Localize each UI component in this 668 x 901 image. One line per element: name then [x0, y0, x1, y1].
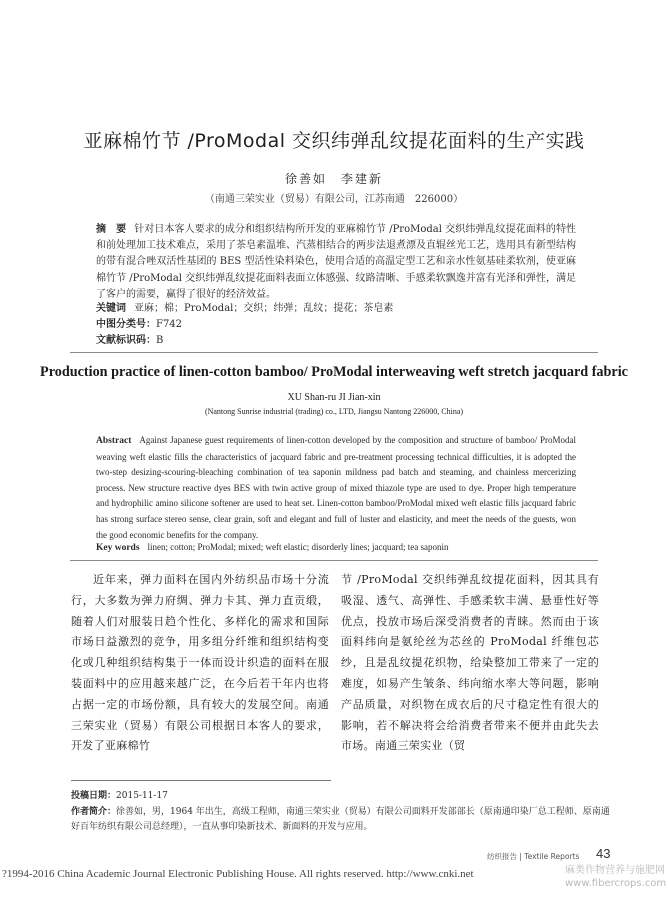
divider-mid	[70, 560, 598, 561]
copyright-line: ?1994-2016 China Academic Journal Electronic Publishing House. All rights reserved. http://www.cnki.net	[2, 868, 474, 880]
doc-code-value: B	[156, 335, 164, 346]
received-label: 投稿日期：	[71, 791, 117, 801]
footnote-rule	[71, 780, 331, 781]
abstract-cn	[96, 222, 576, 303]
body-column-left: 近年来，弹力面料在国内外纺织品市场十分流行，大多数为弹力府绸、弹力卡其、弹力直贡缎，随着人们对服装日趋个性化、多样化的需求和国际市场日益激烈的竞争，用多组分纤维和组织结构变化或几种组织结构集于一体而设计织造的面料在服装面料中的应用越来越广泛，在今后若干年内也将占据一定的市场份额，具有较大的发展空间。南通三荣实业（贸易）有限公司根据日本客人的要求，开发了亚麻棉竹	[71, 573, 329, 753]
clc-number	[96, 315, 182, 330]
journal-name: 纺织报告 | Textile Reports	[487, 852, 580, 861]
keywords-en-label: Key words	[96, 543, 140, 553]
abstract-en-text: Against Japanese guest requirements of linen-cotton developed by the composition and structure of bamboo/ ProModal weaving weft elastic fills the characteristics of jacquard fabric and pre-treatment processing technical difficulties, it is adopted the two-step desizing-scouring-bleaching combination of tea saponin mildness pad batch and steaming, and chainless mercerizing process. New structure reactive dyes BES with twin active group of mixed thiazole type are used to dye. Proper high temperature and hydrophilic amino silicone softener are used to heat set. Linen-cotton bamboo/ProModal mixed weft elastic fills jacquard fabric has strong surface stereo sense, clear grain, soft and elegant and full of luster and elasticity, and meet the needs of the guests, won the good economic benefits for the company.	[96, 435, 576, 540]
watermark-line-1: 麻类作物营养与施肥网	[565, 865, 665, 876]
title-cn: 亚麻棉竹节 /ProModal 交织纬弹乱纹提花面料的生产实践	[83, 130, 585, 152]
doc-code	[96, 331, 163, 346]
author-bio-label: 作者简介：	[71, 807, 117, 817]
clc-value: F742	[156, 319, 183, 330]
received-date: 2015-11-17	[116, 791, 168, 801]
body-column-right: 节 /ProModal 交织纬弹乱纹提花面料，因其具有吸湿、透气、高弹性、手感柔软丰满、悬垂性好等优点，投放市场后深受消费者的青睐。然而由于该面料纬向是氨纶丝为芯丝的 ProModal 纤维包芯纱，且是乱纹提花织物，给染整加工带来了一定的难度，如易产生皱条、纬向缩水率大等问题，影响产品质量，对织物在成衣后的尺寸稳定性有很大的影响，若不解决将会给消费者带来不便并由此失去市场。南通三荣实业（贸	[341, 573, 599, 753]
keywords-cn-text: 亚麻；棉；ProModal；交织；纬弹；乱纹；提花；茶皂素	[134, 303, 394, 314]
affiliation-en: (Nantong Sunrise industrial (trading) co., LTD, Jiangsu Nantong 226000, China)	[204, 407, 464, 416]
authors-cn: 徐善如 李建新	[284, 172, 383, 186]
footnote-received	[71, 789, 611, 804]
abstract-cn-text: 针对日本客人要求的成分和组织结构所开发的亚麻棉竹节 /ProModal 交织纬弹乱纹提花面料的特性和前处理加工技术难点，采用了茶皂素温堆、汽蒸相结合的两步法退煮漂及直辊丝光工艺，选用具有新型结构的带有混合唑双活性基团的 BES 型活性染料染色，使用合适的高温定型工艺和亲水性氨基硅柔软剂，使亚麻棉竹节 /ProModal 交织纬弹乱纹提花面料表面立体感强、纹路清晰、手感柔软飘逸并富有光泽和弹性，满足了客户的需要，赢得了很好的经济效益。	[96, 224, 577, 300]
divider-top	[70, 352, 598, 353]
title-en: Production practice of linen-cotton bamboo/ ProModal interweaving weft stretch jacquard fabric	[40, 364, 628, 380]
watermark	[565, 864, 665, 890]
keywords-cn-label: 关键词	[96, 303, 126, 314]
authors-en: XU Shan-ru JI Jian-xin	[287, 392, 381, 403]
keywords-cn	[96, 299, 393, 314]
keywords-en	[96, 542, 576, 553]
page-number: 43	[596, 846, 611, 861]
author-bio-text: 徐善如，男，1964 年出生，高级工程师，南通三荣实业（贸易）有限公司面料开发部部长（原南通印染厂总工程师、原南通好百年纺织有限公司总经理），一直从事印染新技术、新面料的开发与应用。	[71, 807, 610, 832]
affiliation-cn: （南通三荣实业（贸易）有限公司，江苏南通 226000）	[204, 194, 464, 205]
keywords-en-text: linen; cotton; ProModal; mixed; weft elastic; disorderly lines; jacquard; tea saponin	[147, 542, 449, 552]
doc-code-label: 文献标识码：	[96, 335, 156, 346]
abstract-cn-label: 摘 要	[96, 224, 127, 235]
abstract-en-label: Abstract	[96, 436, 132, 446]
watermark-line-2: www.fibercrops.com	[565, 878, 667, 889]
footnote-author	[71, 805, 611, 835]
abstract-en	[96, 433, 576, 543]
clc-label: 中图分类号：	[96, 319, 156, 330]
